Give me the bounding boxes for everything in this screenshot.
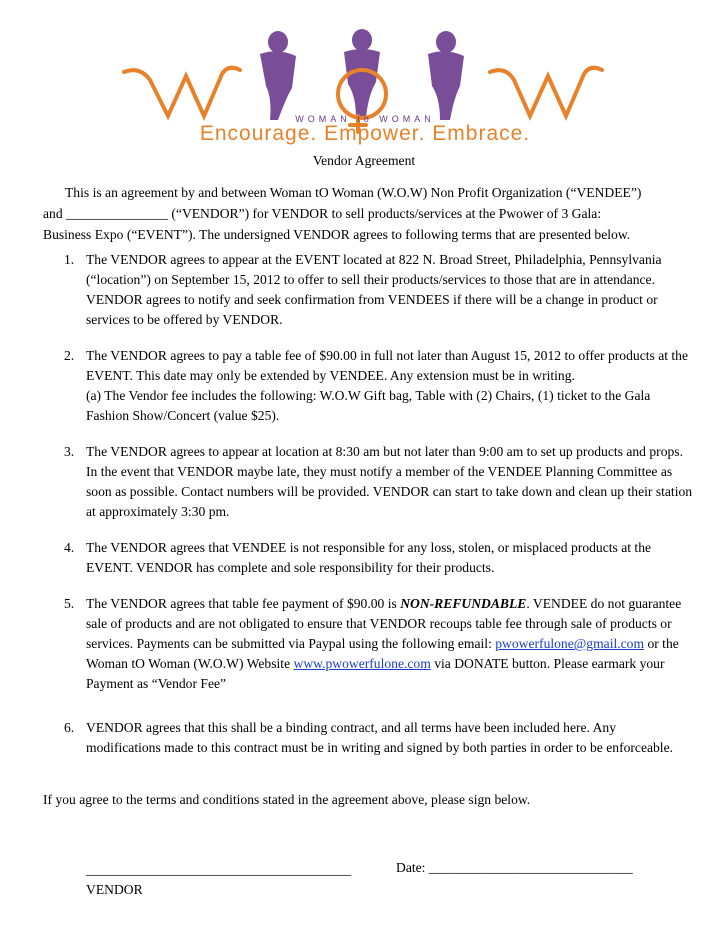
item-subtext: (a) The Vendor fee includes the following: W.O.W Gift bag, Table with (2) Chairs, (1) ticket to the Gala Fashion Show/Concert (value $25). bbox=[86, 388, 651, 423]
intro-line: and _______________ (“VENDOR”) for VENDOR to sell products/services at the Pwower of 3 Gala: bbox=[43, 206, 602, 221]
item-text: The VENDOR agrees to appear at location at 8:30 am but not later than 9:00 am to set up products and props. In the event that VENDOR maybe late, they must notify a member of the VENDEE Planning Committee as soon as possible. Contact numbers will be provided. VENDOR can start to take down and clean up their station at approximately 3:30 pm. bbox=[86, 444, 693, 519]
item-number: 3. bbox=[64, 444, 75, 459]
closing-statement: If you agree to the terms and conditions stated in the agreement above, please sign below. bbox=[43, 792, 531, 807]
list-item bbox=[64, 250, 694, 330]
item-number: 4. bbox=[64, 540, 75, 555]
list-item bbox=[64, 346, 694, 426]
signature-label: VENDOR bbox=[86, 882, 143, 897]
item-text: . VENDEE do not guarantee sale of products and are not obligated to ensure that VENDOR recoups table fee through sale of products or services. Payments can be submitted via Paypal using the following email: bbox=[86, 596, 682, 651]
signature-block bbox=[86, 860, 351, 900]
date-line: Date: ______________________________ bbox=[396, 860, 633, 875]
list-item bbox=[64, 718, 694, 758]
item-number: 1. bbox=[64, 252, 75, 267]
terms-list bbox=[64, 250, 694, 774]
item-text: The VENDOR agrees to appear at the EVENT located at 822 N. Broad Street, Philadelphia, Pennsylvania (“location”) on September 15, 2012 to offer to sell their products/services to those that are in attendance. VENDOR agrees to notify and seek confirmation from VENDEES if there will be a change in product or services to be offered by VENDOR. bbox=[86, 252, 662, 327]
item-number: 5. bbox=[64, 596, 75, 611]
intro-line: Business Expo (“EVENT”). The undersigned VENDOR agrees to following terms that are presented below. bbox=[43, 227, 631, 242]
intro-line: This is an agreement by and between Woman tO Woman (W.O.W) Non Profit Organization (“VENDEE”) bbox=[65, 185, 642, 200]
logo-slogan: Encourage. Empower. Embrace. bbox=[199, 122, 531, 145]
women-silhouettes-icon bbox=[260, 29, 464, 120]
item-text: or the Woman tO Woman (W.O.W) Website bbox=[86, 636, 679, 671]
list-item bbox=[64, 442, 694, 522]
signature-line: _______________________________________ bbox=[86, 862, 352, 877]
item-text: via DONATE button. Please earmark your Payment as “Vendor Fee” bbox=[86, 656, 665, 691]
logo-small-tagline: WOMAN to WOMAN bbox=[295, 114, 435, 124]
item-text: The VENDOR agrees that VENDEE is not responsible for any loss, stolen, or misplaced products at the EVENT. VENDOR has complete and sole responsibility for their products. bbox=[86, 540, 652, 575]
list-item bbox=[64, 538, 694, 578]
item-number: 2. bbox=[64, 348, 75, 363]
item-text: VENDOR agrees that this shall be a binding contract, and all terms have been included here. Any modifications made to this contract must be in writing and signed by both parties in order to be enforceable. bbox=[86, 720, 674, 755]
item-number: 6. bbox=[64, 720, 75, 735]
item-text: The VENDOR agrees that table fee payment of $90.00 is bbox=[86, 596, 401, 611]
list-item bbox=[64, 594, 694, 694]
email-link[interactable]: pwowerfulone@gmail.com bbox=[495, 636, 645, 651]
website-link[interactable]: www.pwowerfulone.com bbox=[293, 656, 431, 671]
non-refundable-emphasis: NON-REFUNDABLE bbox=[400, 596, 527, 611]
intro-paragraph bbox=[43, 182, 693, 245]
wow-logo bbox=[110, 28, 620, 146]
item-text: The VENDOR agrees to pay a table fee of $90.00 in full not later than August 15, 2012 to offer products at the EVENT. This date may only be extended by VENDEE. Any extension must be in writing. bbox=[86, 348, 689, 383]
document-title: Vendor Agreement bbox=[312, 153, 416, 168]
